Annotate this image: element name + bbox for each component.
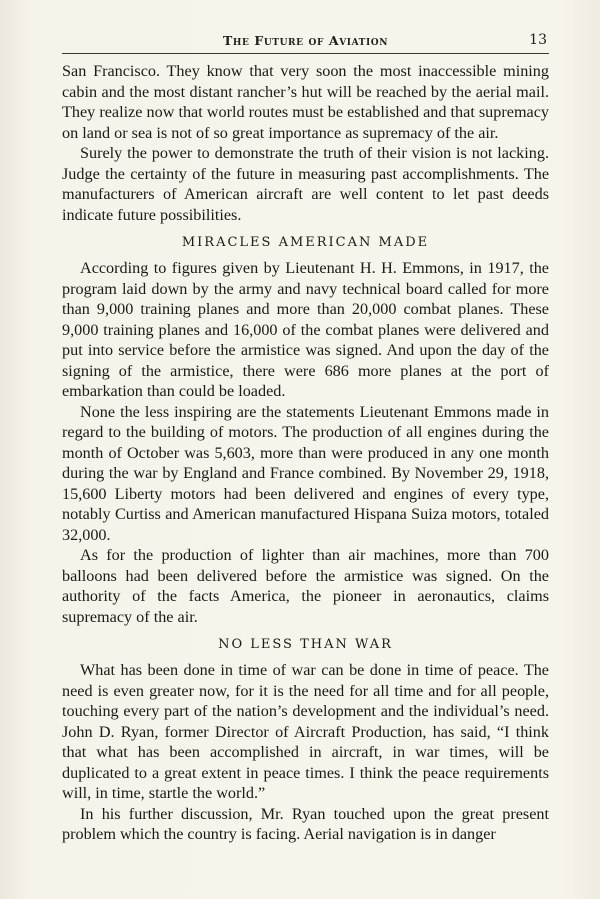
running-title: The Future of Aviation [222,33,389,48]
paragraph: None the less inspiring are the statements Lieutenant Emmons made in regard to the building of motors. The production of all engines during the month of October was 5,603, more than were produced in any one month during the war by England and France combined. By November 29, 1918, 15,600 Liberty motors had been delivered and engines of every type, notably Curtiss and American manufactured Hispana Suiza motors, totaled 32,000. [62,402,549,544]
paragraph: Surely the power to demonstrate the truth of their vision is not lacking. Judge the certainty of the future in measuring past accomplishments. The manufacturers of American aircraft are well content to let past deeds indicate future possibilities. [62,144,549,224]
paragraph: In his further discussion, Mr. Ryan touched upon the great present problem which the country is facing. Aerial navigation is in danger [62,804,549,843]
page-body [62,61,549,845]
section-heading: NO LESS THAN WAR [218,637,393,652]
paragraph: What has been done in time of war can be done in time of peace. The need is even greater now, for it is the need for all time and for all people, touching every part of the nation’s development and the individual’s need. John D. Ryan, former Director of Aircraft Production, has said, “I think that what has been accomplished in aircraft, in war times, will be duplicated to a great extent in peace times. I think the peace requirements will, in time, startle the world.” [62,661,549,802]
paragraph: As for the production of lighter than air machines, more than 700 balloons had been delivered before the armistice was signed. On the authority of the facts America, the pioneer in aeronautics, claims supremacy of the air. [62,546,549,626]
page-number: 13 [529,32,547,48]
paragraph: According to figures given by Lieutenant H. H. Emmons, in 1917, the program laid down by the army and navy technical board called for more than 9,000 training planes and more than 20,000 combat planes. These 9,000 training planes and 16,000 of the combat planes were delivered and put into service before the armistice was signed. And upon the day of the signing of the armistice, there were 686 more planes at the port of embarkation than could be loaded. [62,259,549,400]
paragraph: San Francisco. They know that very soon the most inaccessible mining cabin and the most distant rancher’s hut will be reached by the aerial mail. They realize now that world routes must be established and that supremacy on land or sea is not of so great importance as supremacy of the air. [62,62,549,142]
running-header [62,33,549,54]
section-heading: MIRACLES AMERICAN MADE [181,235,430,250]
